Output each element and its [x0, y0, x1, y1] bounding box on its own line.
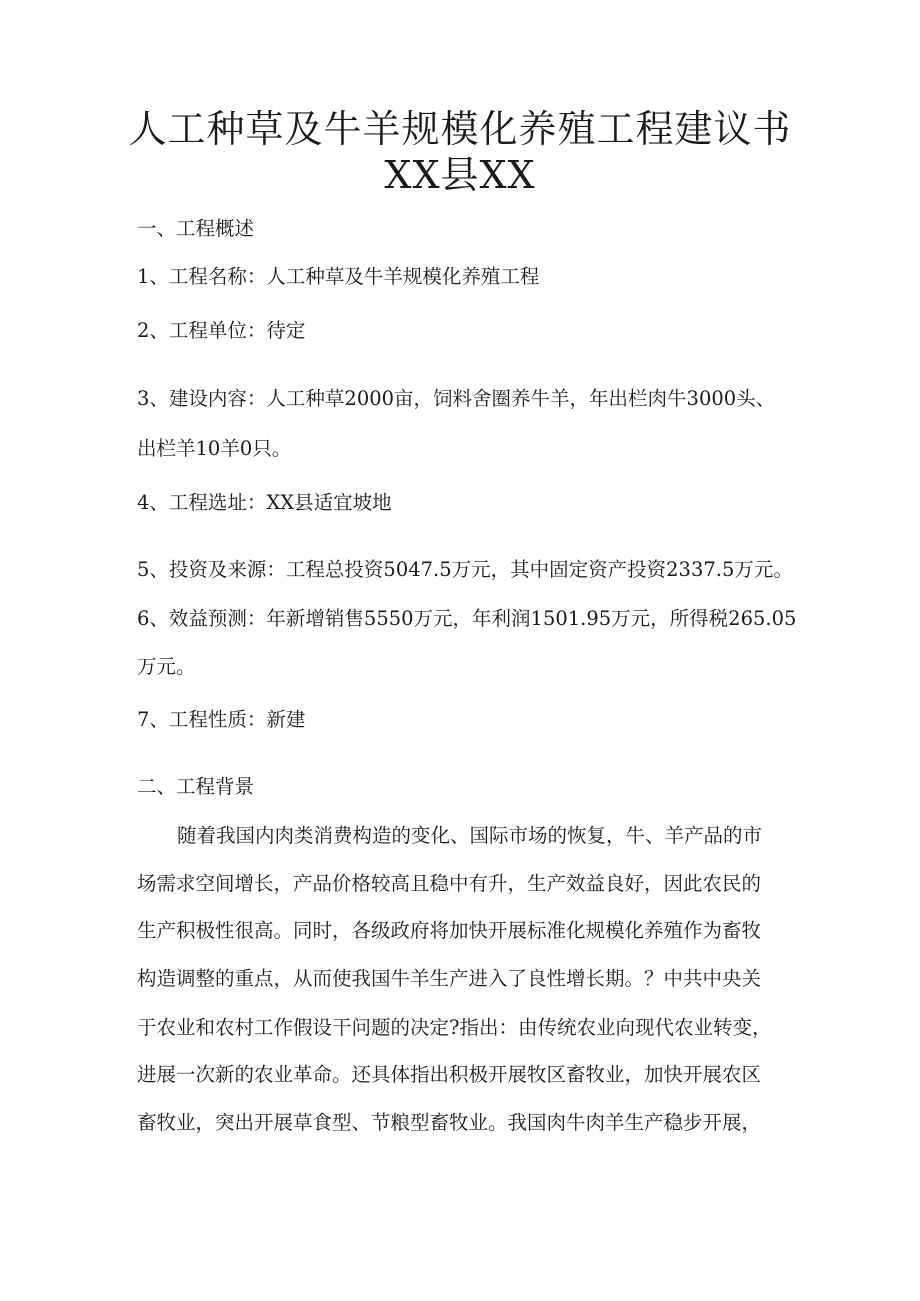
section-heading-background: 二、工程背景: [137, 775, 255, 798]
item-construction-content: 3、建设内容：人工种草2000亩，饲料舍圈养牛羊，年出栏肉牛3000头、: [137, 387, 776, 410]
item-investment: 5、投资及来源：工程总投资5047.5万元，其中固定资产投资2337.5万元。: [137, 558, 793, 581]
item-project-site: 4、工程选址：XX县适宜坡地: [137, 491, 392, 514]
document-subtitle: XX县XX: [384, 153, 536, 197]
paragraph-line: 畜牧业，突出开展草食型、节粮型畜牧业。我国肉牛肉羊生产稳步开展，: [137, 1111, 762, 1134]
paragraph-line: 进展一次新的农业革命。还具体指出积极开展牧区畜牧业，加快开展农区: [137, 1063, 762, 1086]
section-heading-overview: 一、工程概述: [137, 217, 255, 240]
item-project-nature: 7、工程性质：新建: [137, 708, 306, 731]
item-construction-content-cont: 出栏羊10羊0只。: [137, 437, 292, 460]
document-title: 人工种草及牛羊规模化养殖工程建议书: [128, 107, 792, 151]
item-benefit-forecast-cont: 万元。: [137, 655, 196, 678]
item-project-name: 1、工程名称：人工种草及牛羊规模化养殖工程: [137, 265, 540, 288]
paragraph-line: 场需求空间增长，产品价格较高且稳中有升，生产效益良好，因此农民的: [137, 872, 762, 895]
item-project-unit: 2、工程单位：待定: [137, 319, 306, 342]
paragraph-line: 于农业和农村工作假设干问题的决定?指出：由传统农业向现代农业转变，: [137, 1016, 772, 1039]
item-benefit-forecast: 6、效益预测：年新增销售5550万元，年利润1501.95万元，所得税265.05: [137, 607, 797, 630]
paragraph-line: 生产积极性很高。同时，各级政府将加快开展标准化规模化养殖作为畜牧: [137, 919, 762, 942]
paragraph-line: 随着我国内肉类消费构造的变化、国际市场的恢复，牛、羊产品的市: [177, 824, 763, 847]
paragraph-line: 构造调整的重点，从而使我国牛羊生产进入了良性增长期。？中共中央关: [137, 967, 762, 990]
